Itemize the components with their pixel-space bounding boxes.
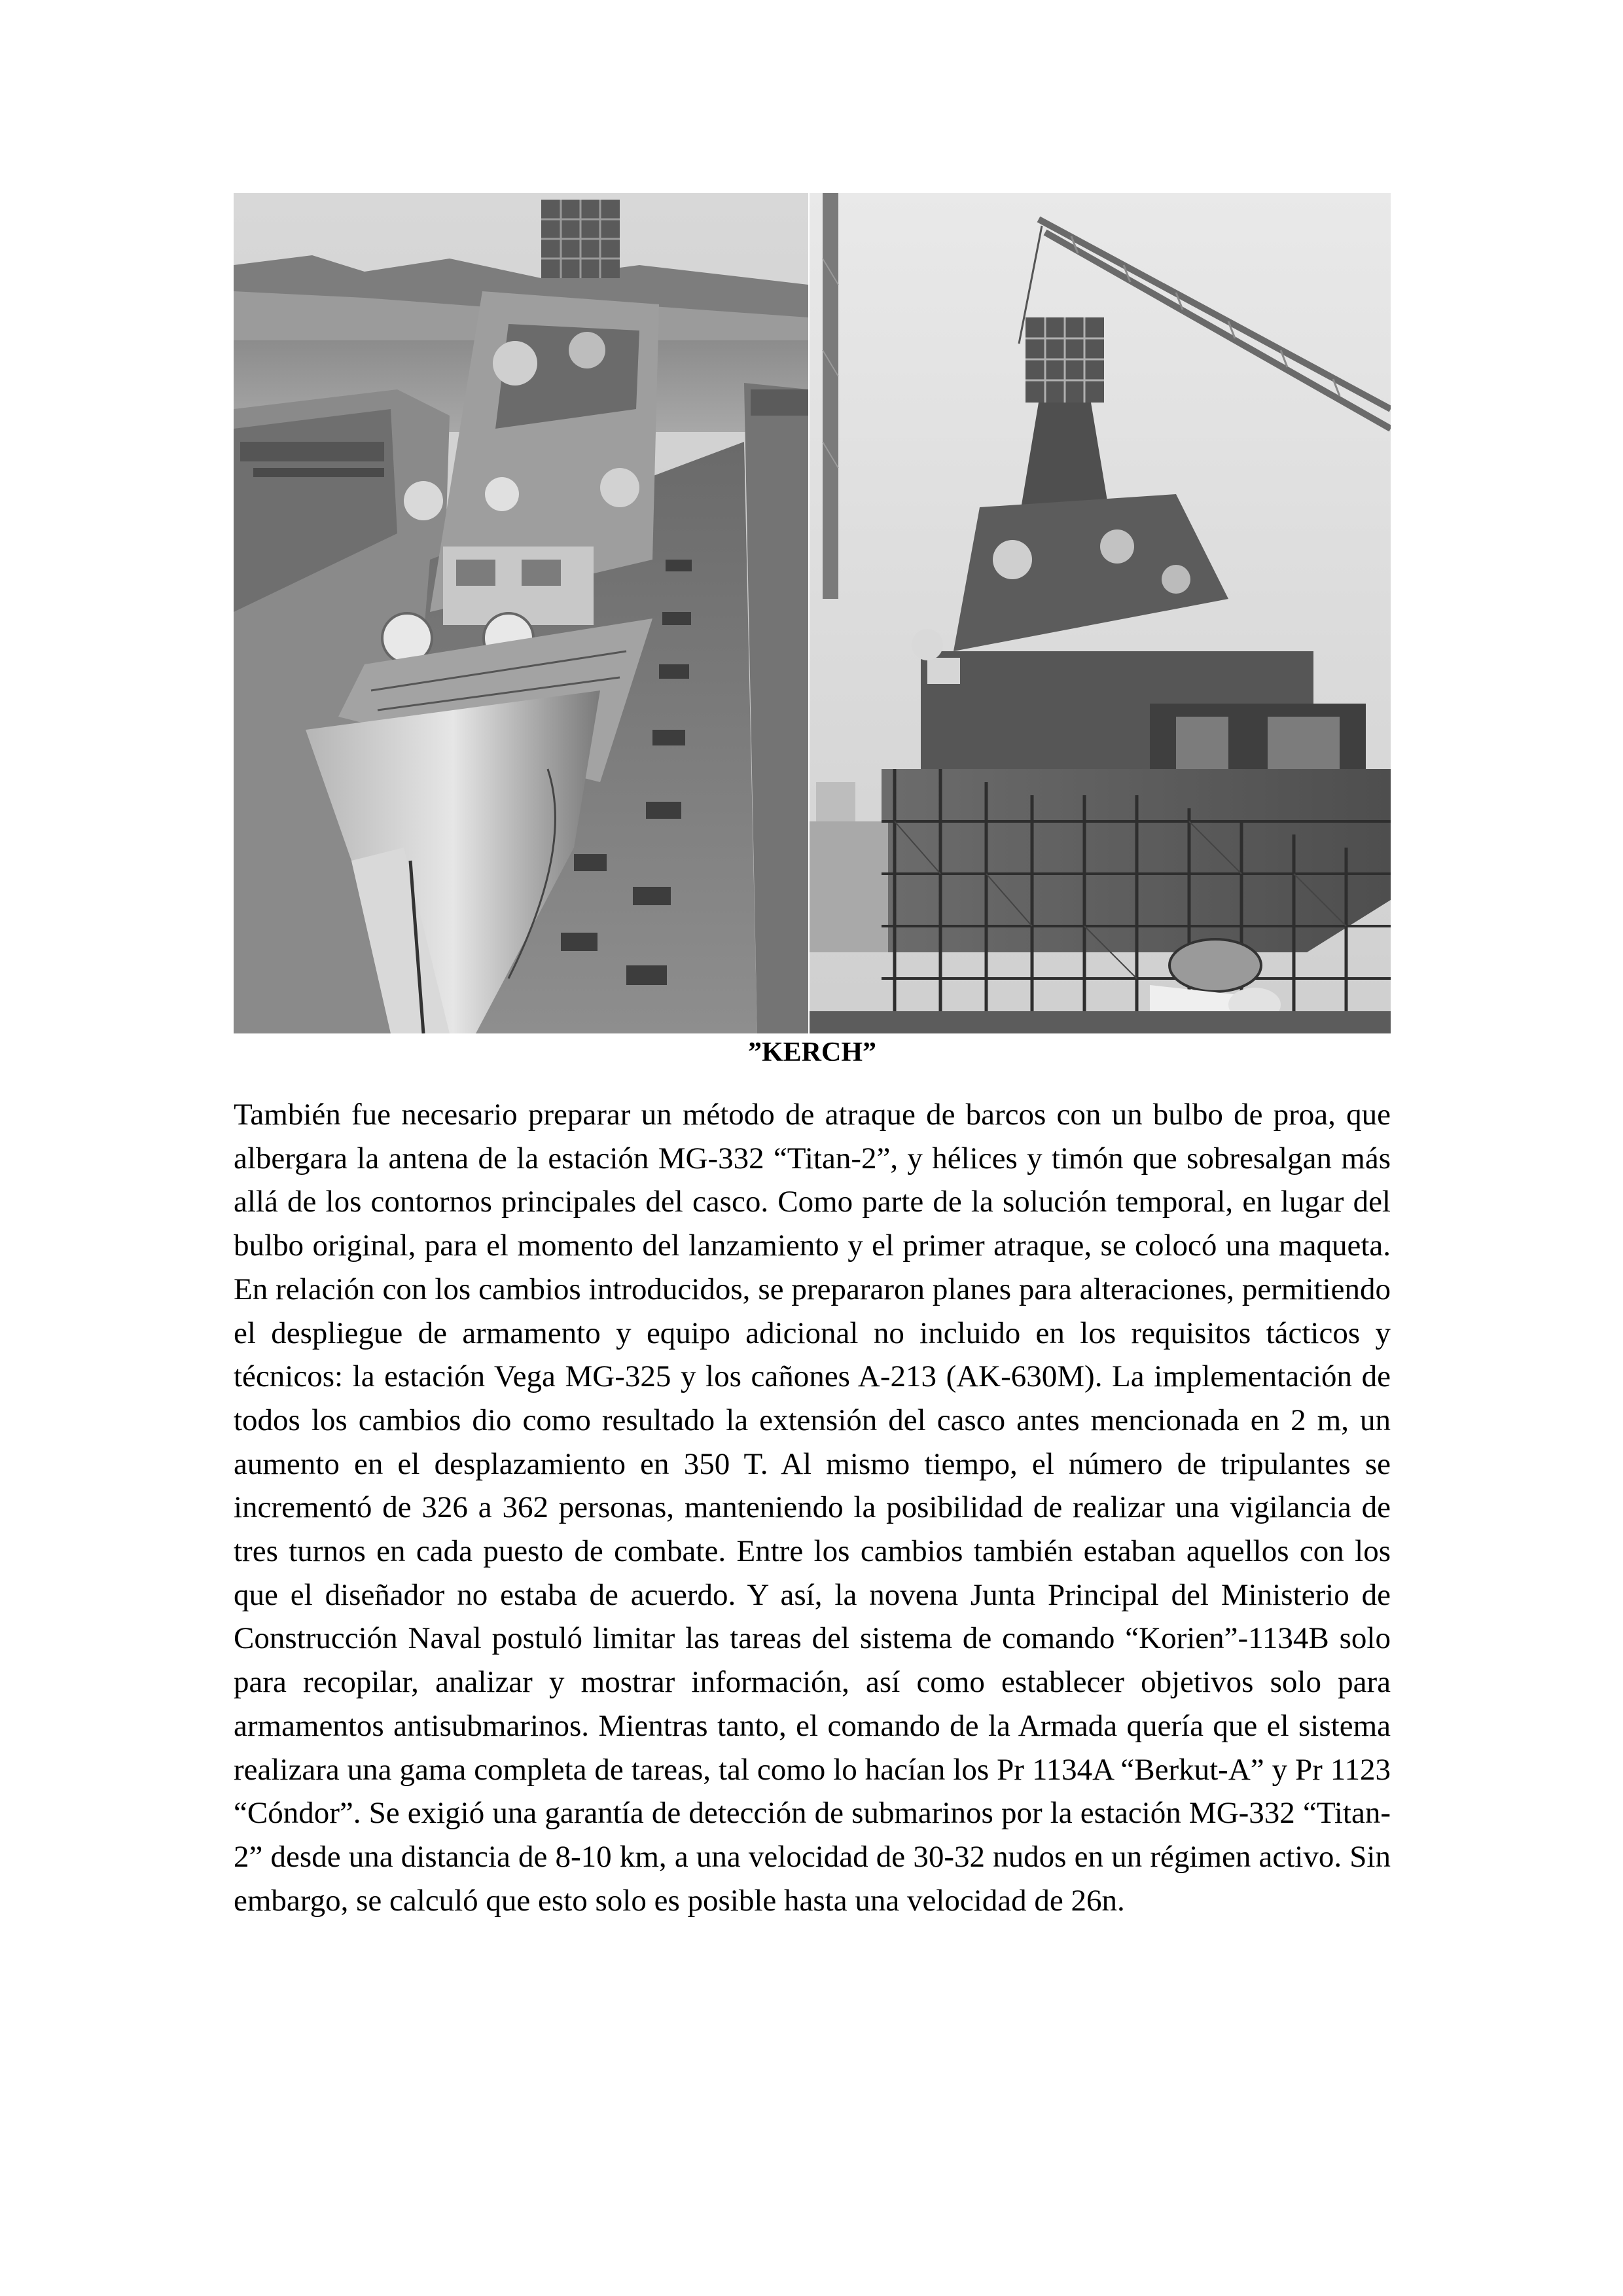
dry-dock-image: [234, 193, 808, 1033]
photo-slipway: [810, 193, 1391, 1033]
photo-dry-dock: [234, 193, 808, 1033]
figure-caption: ”KERCH”: [747, 1037, 876, 1067]
slipway-image: [810, 193, 1391, 1033]
body-paragraph: También fue necesario preparar un método de atraque de barcos con un bulbo de proa, que albergara la antena de la estación MG-332 “Titan-2”, y hélices y timón que sobresalgan más allá de los contornos principales del casco. Como parte de la solución temporal, en lugar del bulbo original, para el momento del lanzamiento y el primer atraque, se colocó una maqueta. En relación con los cambios introducidos, se prepararon planes para alteraciones, permitiendo el despliegue de armamento y equipo adicional no incluido en los requisitos tácticos y técnicos: la estación Vega MG-325 y los cañones A-213 (AK-630M). La implementación de todos los cambios dio como resultado la extensión del casco antes mencionada en 2 m, un aumento en el desplazamiento en 350 T. Al mismo tiempo, el número de tripulantes se incrementó de 326 a 362 personas, manteniendo la posibilidad de realizar una vigilancia de tres turnos en cada puesto de combate. Entre los cambios también estaban aquellos con los que el diseñador no estaba de acuerdo. Y así, la novena Junta Principal del Ministerio de Construcción Naval postuló limitar las tareas del sistema de comando “Korien”-1134B solo para recopilar, analizar y mostrar información, así como establecer objetivos solo para armamentos antisubmarinos. Mientras tanto, el comando de la Armada quería que el sistema realizara una gama completa de tareas, tal como lo hacían los Pr 1134A “Berkut-A” y Pr 1123 “Cóndor”. Se exigió una garantía de detección de submarinos por la estación MG-332 “Titan-2” desde una distancia de 8-10 km, a una velocidad de 30-32 nudos en un régimen activo. Sin embargo, se calculó que esto solo es posible hasta una velocidad de 26n.: [234, 1098, 1391, 1918]
figure-photos: [234, 193, 1391, 1033]
